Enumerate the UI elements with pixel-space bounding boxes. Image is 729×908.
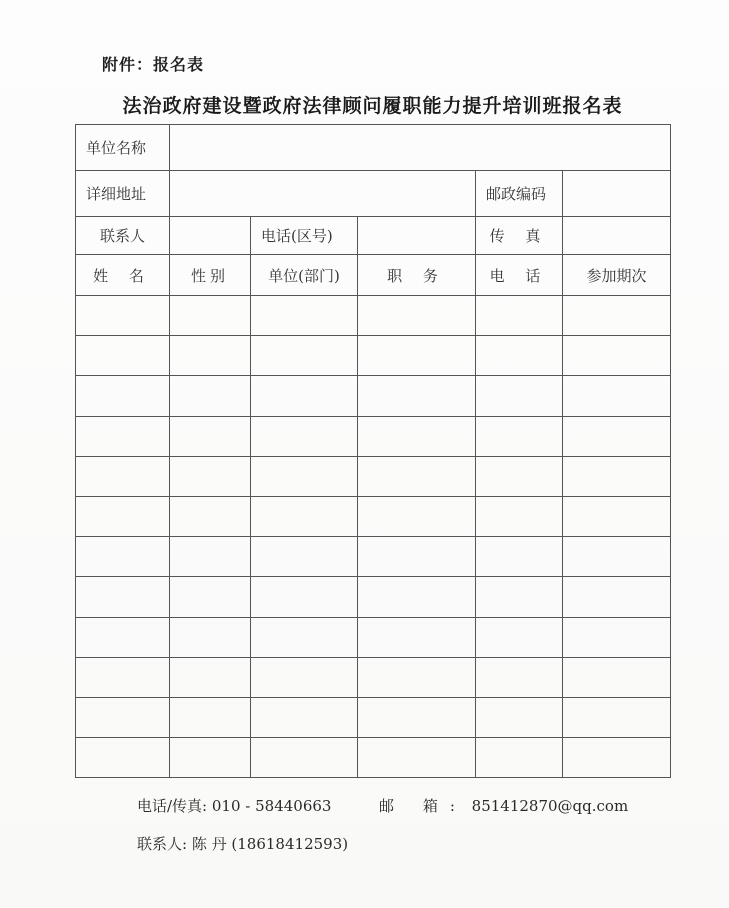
fax-field[interactable] <box>563 217 671 255</box>
table-cell[interactable] <box>170 537 251 577</box>
table-cell[interactable] <box>358 376 476 416</box>
table-row <box>76 336 671 376</box>
footer-phone-fax-label: 电话/传真: <box>137 797 208 815</box>
column-header-gender: 性别 <box>170 255 251 296</box>
table-cell[interactable] <box>76 657 170 697</box>
footer-contact-phone: (18618412593) <box>231 835 349 853</box>
table-cell[interactable] <box>476 577 563 617</box>
table-cell[interactable] <box>170 617 251 657</box>
table-cell[interactable] <box>358 657 476 697</box>
phone-area-label: 电话(区号) <box>251 217 358 255</box>
table-cell[interactable] <box>251 376 358 416</box>
phone-area-field[interactable] <box>358 217 476 255</box>
table-cell[interactable] <box>563 376 671 416</box>
table-cell[interactable] <box>76 376 170 416</box>
column-header-unit-department: 单位(部门) <box>251 255 358 296</box>
table-cell[interactable] <box>563 577 671 617</box>
table-cell[interactable] <box>170 336 251 376</box>
table-cell[interactable] <box>170 376 251 416</box>
table-cell[interactable] <box>251 416 358 456</box>
table-cell[interactable] <box>358 456 476 496</box>
contact-row <box>76 217 671 255</box>
attachment-label: 附件：报名表 <box>102 55 205 74</box>
table-cell[interactable] <box>358 416 476 456</box>
table-cell[interactable] <box>476 697 563 737</box>
column-header-row <box>76 255 671 296</box>
table-cell[interactable] <box>76 577 170 617</box>
column-header-position: 职 务 <box>358 255 476 296</box>
table-cell[interactable] <box>476 496 563 536</box>
table-cell[interactable] <box>251 296 358 336</box>
table-cell[interactable] <box>563 657 671 697</box>
table-cell[interactable] <box>563 456 671 496</box>
table-cell[interactable] <box>251 496 358 536</box>
table-cell[interactable] <box>358 697 476 737</box>
postcode-label: 邮政编码 <box>476 171 563 217</box>
table-cell[interactable] <box>476 296 563 336</box>
table-cell[interactable] <box>76 537 170 577</box>
table-row <box>76 577 671 617</box>
table-cell[interactable] <box>476 537 563 577</box>
table-row <box>76 296 671 336</box>
address-label: 详细地址 <box>76 171 170 217</box>
footer-contact-name: 陈 丹 <box>191 835 227 853</box>
fax-label: 传 真 <box>476 217 563 255</box>
table-cell[interactable] <box>476 657 563 697</box>
address-row <box>76 171 671 217</box>
table-cell[interactable] <box>476 456 563 496</box>
table-cell[interactable] <box>251 577 358 617</box>
unit-name-label: 单位名称 <box>76 125 170 171</box>
table-cell[interactable] <box>76 296 170 336</box>
table-cell[interactable] <box>563 697 671 737</box>
contact-field[interactable] <box>170 217 251 255</box>
table-cell[interactable] <box>170 416 251 456</box>
table-cell[interactable] <box>358 537 476 577</box>
table-cell[interactable] <box>358 617 476 657</box>
table-cell[interactable] <box>476 416 563 456</box>
table-cell[interactable] <box>358 738 476 778</box>
footer-phone-fax-value: 010 - 58440663 <box>211 797 332 815</box>
document-title: 法治政府建设暨政府法律顾问履职能力提升培训班报名表 <box>122 95 623 117</box>
table-cell[interactable] <box>76 456 170 496</box>
table-cell[interactable] <box>170 738 251 778</box>
table-cell[interactable] <box>563 336 671 376</box>
table-cell[interactable] <box>76 617 170 657</box>
table-cell[interactable] <box>563 496 671 536</box>
postcode-field[interactable] <box>563 171 671 217</box>
table-cell[interactable] <box>170 496 251 536</box>
registration-form-table <box>75 124 671 778</box>
table-row <box>76 657 671 697</box>
table-cell[interactable] <box>563 738 671 778</box>
table-cell[interactable] <box>170 296 251 336</box>
table-row <box>76 496 671 536</box>
table-cell[interactable] <box>170 657 251 697</box>
table-row <box>76 537 671 577</box>
table-cell[interactable] <box>76 738 170 778</box>
table-cell[interactable] <box>563 617 671 657</box>
unit-name-field[interactable] <box>170 125 671 171</box>
footer-email-value: 851412870@qq.com <box>471 797 629 815</box>
table-row <box>76 617 671 657</box>
table-cell[interactable] <box>358 577 476 617</box>
table-cell[interactable] <box>251 537 358 577</box>
table-cell[interactable] <box>251 617 358 657</box>
table-cell[interactable] <box>476 617 563 657</box>
column-header-session: 参加期次 <box>563 255 671 296</box>
unit-name-row <box>76 125 671 171</box>
table-cell[interactable] <box>170 697 251 737</box>
table-cell[interactable] <box>170 456 251 496</box>
table-row <box>76 376 671 416</box>
footer-phone-email-line <box>137 795 628 816</box>
table-cell[interactable] <box>563 537 671 577</box>
footer-email-label: 邮 箱: <box>379 797 467 815</box>
table-cell[interactable] <box>76 496 170 536</box>
table-cell[interactable] <box>251 657 358 697</box>
table-row <box>76 738 671 778</box>
table-cell[interactable] <box>358 496 476 536</box>
table-cell[interactable] <box>476 738 563 778</box>
table-row <box>76 697 671 737</box>
table-row <box>76 456 671 496</box>
table-cell[interactable] <box>251 336 358 376</box>
column-header-name: 姓 名 <box>76 255 170 296</box>
table-cell[interactable] <box>76 697 170 737</box>
table-cell[interactable] <box>251 456 358 496</box>
table-cell[interactable] <box>170 577 251 617</box>
table-row <box>76 416 671 456</box>
address-field[interactable] <box>170 171 476 217</box>
table-cell[interactable] <box>563 416 671 456</box>
footer-contact-label: 联系人: <box>137 835 188 853</box>
table-cell[interactable] <box>358 336 476 376</box>
contact-label: 联系人 <box>76 217 170 255</box>
table-cell[interactable] <box>476 376 563 416</box>
column-header-phone: 电 话 <box>476 255 563 296</box>
table-cell[interactable] <box>476 336 563 376</box>
table-cell[interactable] <box>76 416 170 456</box>
footer-contact-line <box>137 833 348 854</box>
table-cell[interactable] <box>251 697 358 737</box>
table-cell[interactable] <box>358 296 476 336</box>
table-cell[interactable] <box>563 296 671 336</box>
table-cell[interactable] <box>76 336 170 376</box>
table-cell[interactable] <box>251 738 358 778</box>
